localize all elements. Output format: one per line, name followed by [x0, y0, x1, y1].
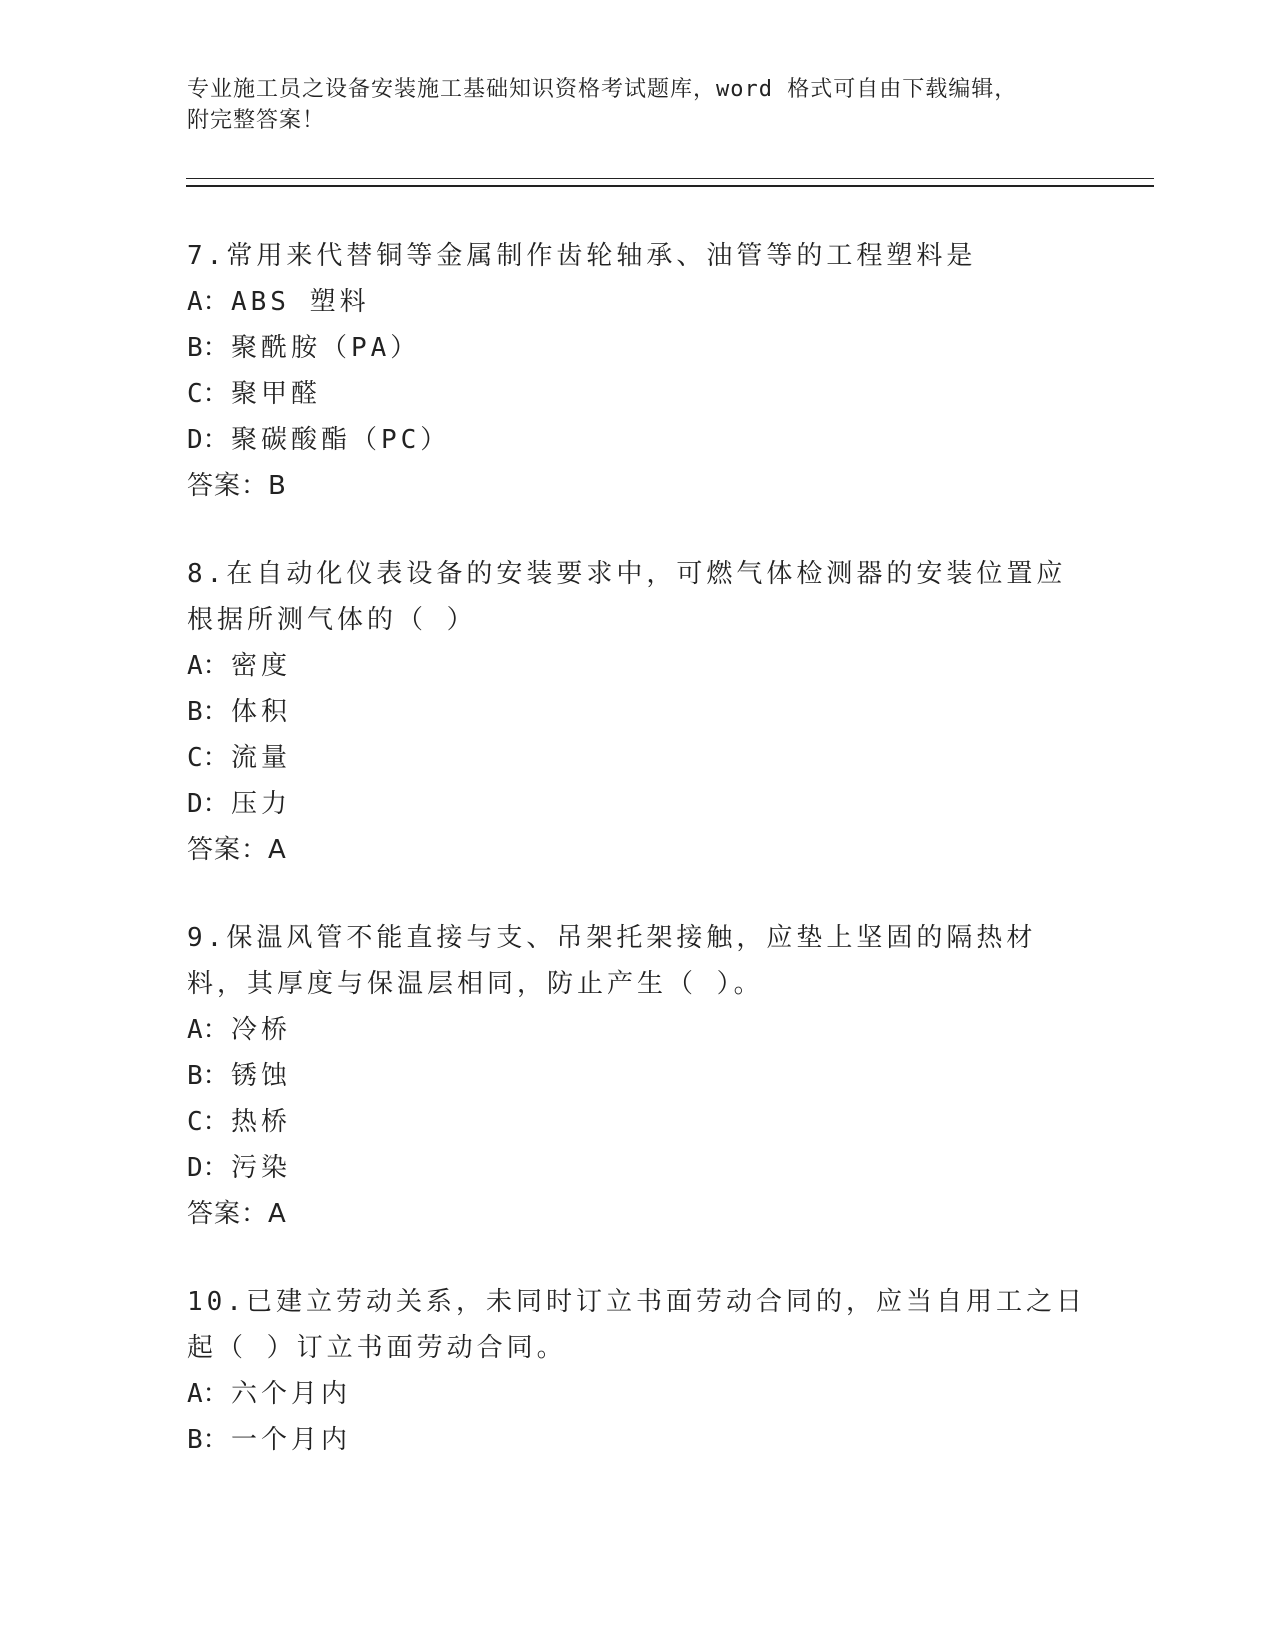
option-text: 六个月内: [231, 1379, 352, 1409]
option-text: 锈蚀: [231, 1061, 292, 1091]
question-text: 保温风管不能直接与支、吊架托架接触，应垫上坚固的隔热材料，其厚度与保温层相同，防止产生（ ）。: [187, 923, 1037, 999]
option-text: 聚酰胺（PA）: [231, 333, 421, 363]
question-7: [187, 233, 1087, 509]
option-b: [187, 1053, 1087, 1099]
question-9: [187, 915, 1087, 1237]
question-text: 常用来代替铜等金属制作齿轮轴承、油管等的工程塑料是: [226, 241, 977, 271]
option-b: [187, 689, 1087, 735]
option-d: [187, 781, 1087, 827]
answer-line: 答案：A: [187, 1199, 287, 1229]
option-c: [187, 371, 1087, 417]
answer-line: 答案：A: [187, 835, 287, 865]
option-letter: C：: [187, 1107, 229, 1137]
option-text: 聚甲醛: [231, 379, 322, 409]
option-text: 一个月内: [231, 1425, 352, 1455]
question-text: 已建立劳动关系，未同时订立书面劳动合同的，应当自用工之日起（ ）订立书面劳动合同。: [187, 1287, 1086, 1363]
option-letter: C：: [187, 743, 229, 773]
option-a: [187, 643, 1087, 689]
option-text: 聚碳酸酯（PC）: [231, 425, 451, 455]
header-line-1: 专业施工员之设备安装施工基础知识资格考试题库，word 格式可自由下载编辑，: [187, 77, 1018, 102]
option-text: 流量: [231, 743, 292, 773]
option-text: ABS 塑料: [231, 287, 370, 317]
question-stem: [187, 1279, 1087, 1371]
question-stem: [187, 915, 1087, 1007]
question-number: 9.: [187, 923, 227, 953]
option-letter: A：: [187, 1379, 229, 1409]
answer-line: 答案：B: [187, 471, 287, 501]
option-a: [187, 1007, 1087, 1053]
question-stem: [187, 233, 1087, 279]
header-divider: [186, 178, 1154, 187]
question-number: 8.: [187, 559, 227, 589]
option-d: [187, 417, 1087, 463]
option-a: [187, 279, 1087, 325]
option-letter: A：: [187, 651, 229, 681]
option-letter: D：: [187, 789, 229, 819]
option-letter: A：: [187, 1015, 229, 1045]
option-letter: D：: [187, 425, 229, 455]
option-letter: B：: [187, 1425, 229, 1455]
option-c: [187, 1099, 1087, 1145]
question-8: [187, 551, 1087, 873]
question-text: 在自动化仪表设备的安装要求中，可燃气体检测器的安装位置应根据所测气体的（ ）: [187, 559, 1067, 635]
header-line-2: 附完整答案！: [187, 108, 326, 133]
option-text: 污染: [231, 1153, 292, 1183]
option-letter: B：: [187, 1061, 229, 1091]
option-text: 压力: [231, 789, 292, 819]
option-letter: B：: [187, 333, 229, 363]
option-a: [187, 1371, 1087, 1417]
question-10: [187, 1279, 1087, 1463]
question-number: 10.: [187, 1287, 246, 1317]
option-c: [187, 735, 1087, 781]
option-b: [187, 1417, 1087, 1463]
option-b: [187, 325, 1087, 371]
question-list: [187, 233, 1087, 1505]
option-text: 密度: [231, 651, 292, 681]
document-header: [187, 74, 1067, 136]
option-letter: A：: [187, 287, 229, 317]
option-letter: B：: [187, 697, 229, 727]
option-letter: D：: [187, 1153, 229, 1183]
question-number: 7.: [187, 241, 227, 271]
option-text: 体积: [231, 697, 292, 727]
question-stem: [187, 551, 1087, 643]
option-d: [187, 1145, 1087, 1191]
option-letter: C：: [187, 379, 229, 409]
option-text: 热桥: [231, 1107, 292, 1137]
option-text: 冷桥: [231, 1015, 292, 1045]
